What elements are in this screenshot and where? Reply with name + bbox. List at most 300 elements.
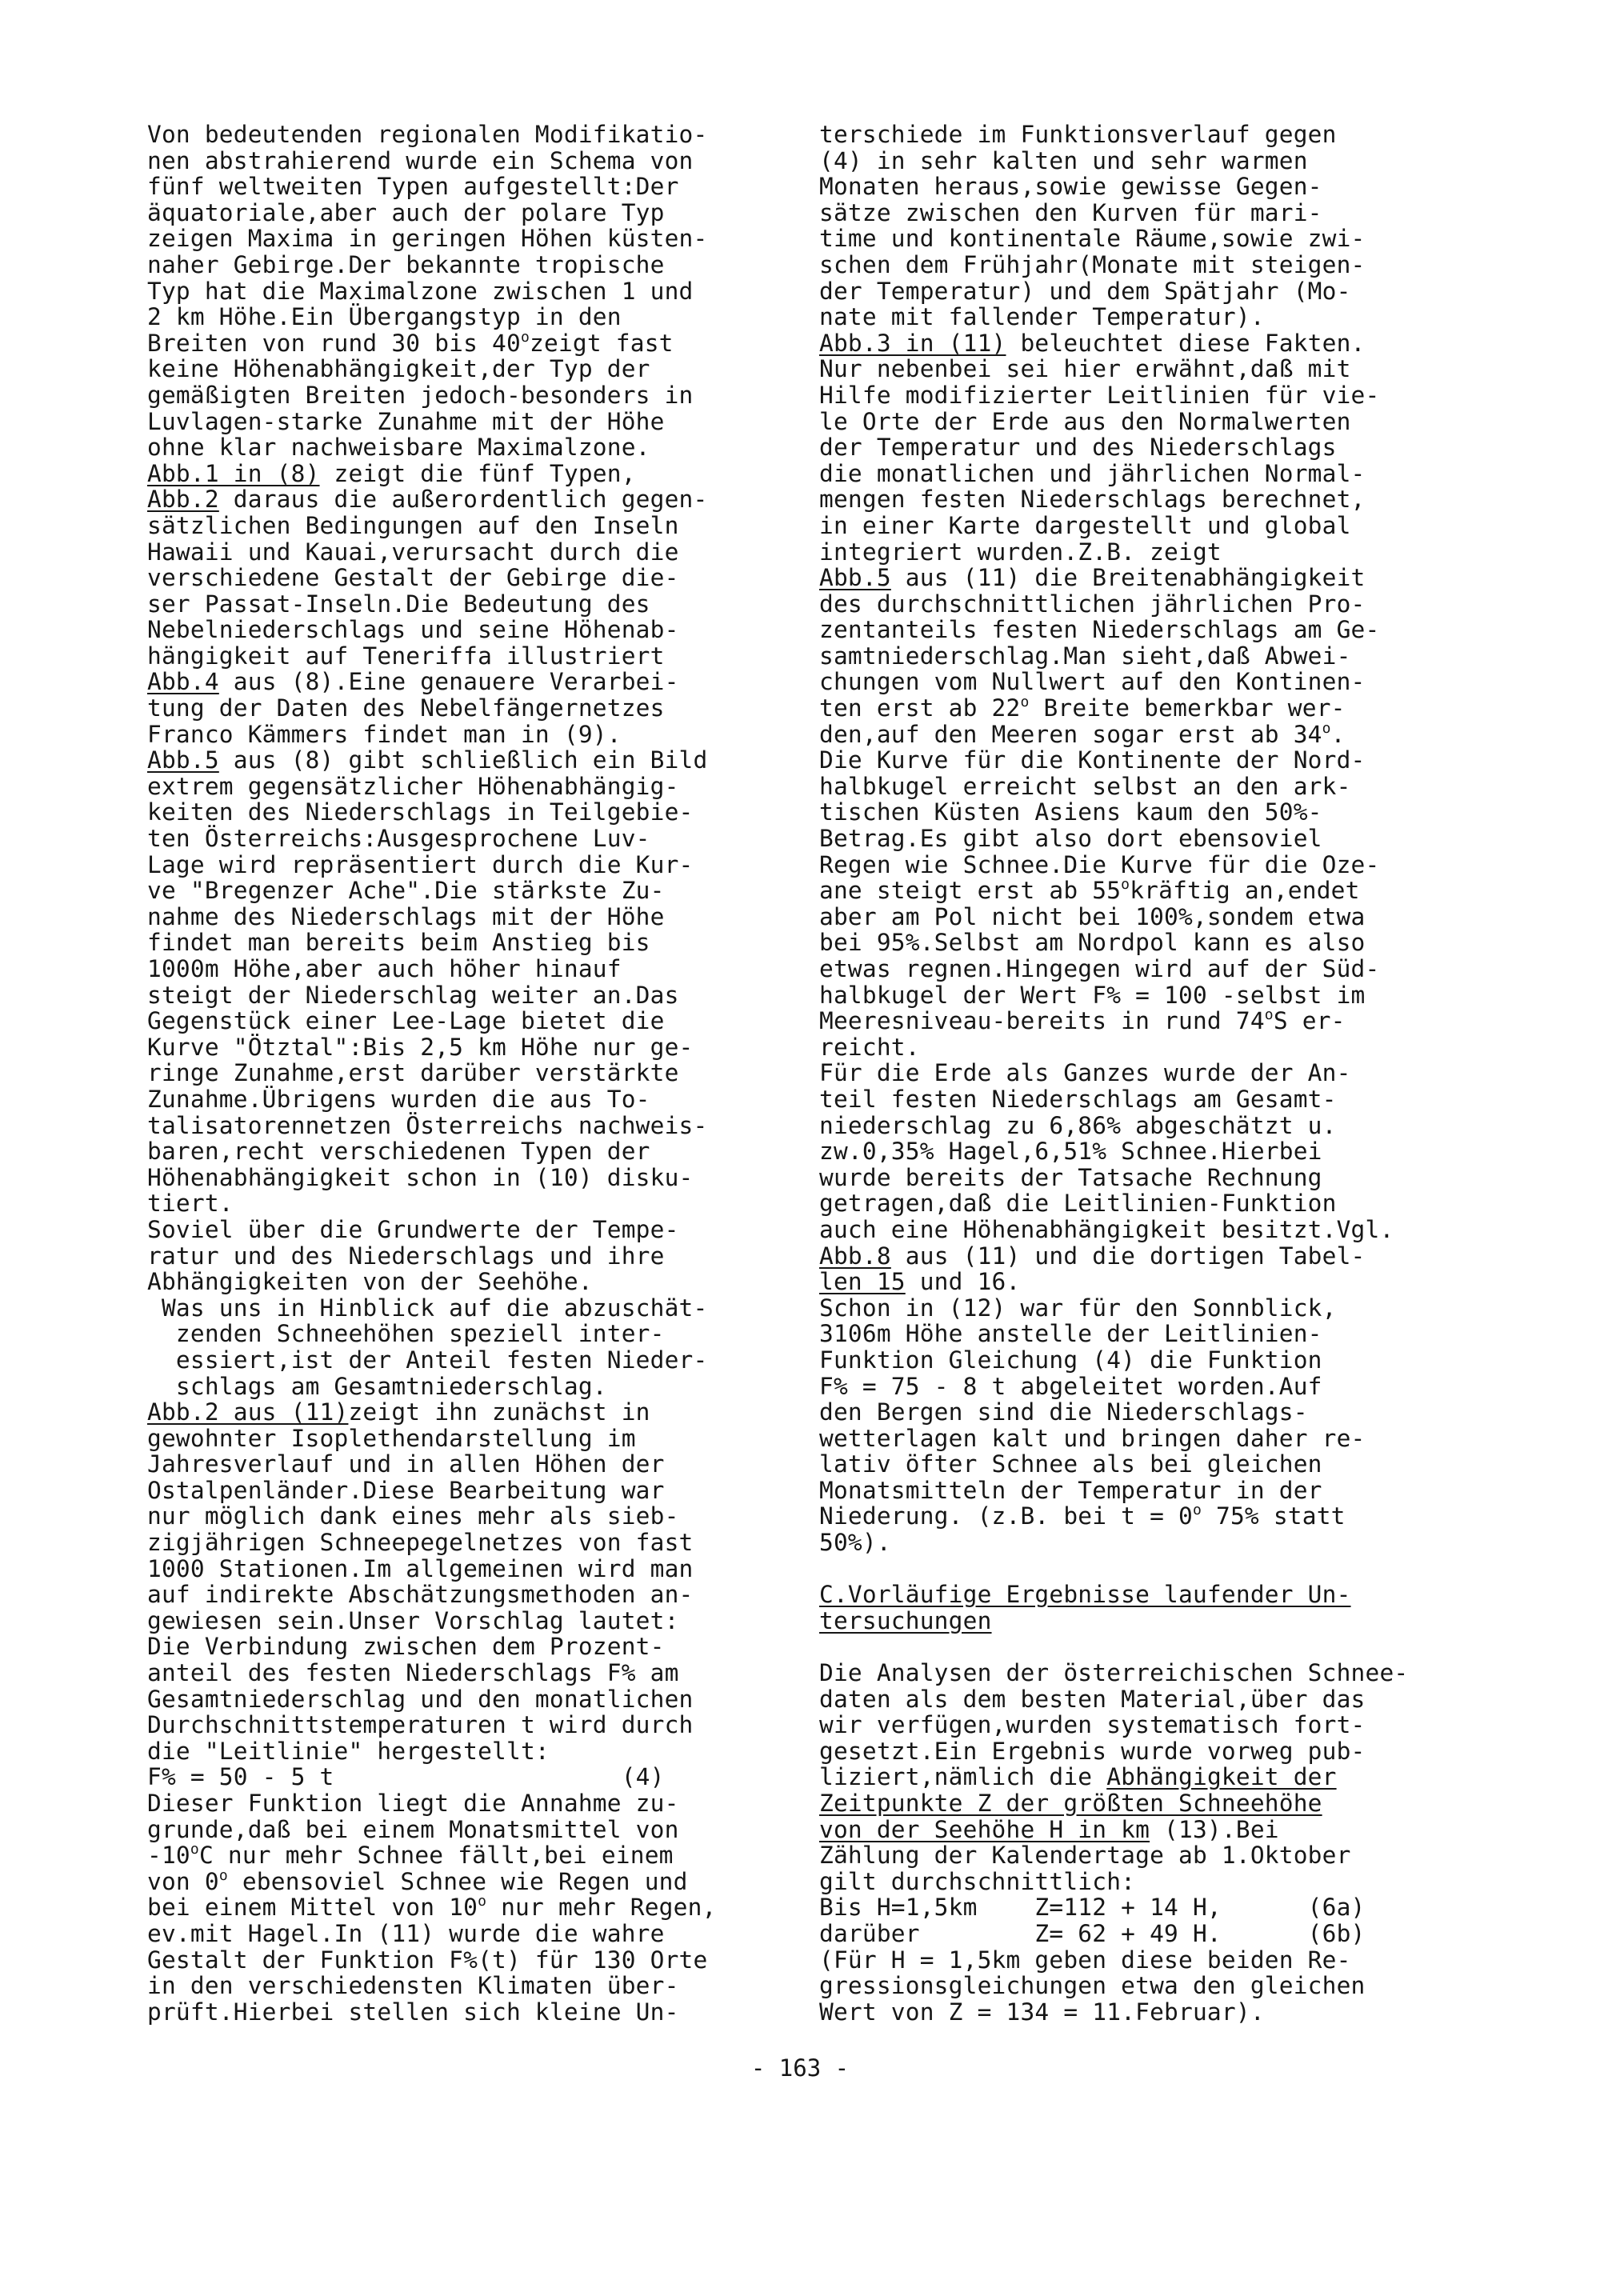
text-line xyxy=(147,617,803,643)
text-line xyxy=(819,799,1475,826)
text-line xyxy=(819,1190,1475,1217)
figure-reference: len 15 xyxy=(819,1268,906,1296)
text-line xyxy=(147,1712,803,1738)
text-line xyxy=(819,539,1475,566)
text-line xyxy=(819,434,1475,461)
text-segment: Lage wird repräsentiert durch die Kur- xyxy=(147,850,694,878)
text-line xyxy=(147,1086,803,1113)
degree-sign: o xyxy=(190,1841,199,1858)
text-line xyxy=(819,1138,1475,1165)
text-segment: zeigen Maxima in geringen Höhen küsten- xyxy=(147,225,708,253)
text-segment: reicht. xyxy=(819,1033,920,1061)
text-segment: beleuchtet diese Fakten. xyxy=(1006,329,1366,357)
text-line xyxy=(147,1947,803,1974)
text-line xyxy=(819,1060,1475,1086)
text-line xyxy=(147,565,803,591)
text-line xyxy=(819,1295,1475,1322)
text-segment: keiten des Niederschlags in Teilgebie- xyxy=(147,798,694,826)
text-segment: gewiesen sein.Unser Vorschlag lautet: xyxy=(147,1606,679,1634)
text-line xyxy=(147,1034,803,1061)
text-line xyxy=(819,695,1475,722)
text-segment: S er- xyxy=(1273,1007,1346,1035)
text-segment: ser Passat-Inseln.Die Bedeutung des xyxy=(147,590,650,618)
text-line xyxy=(147,1217,803,1243)
text-line xyxy=(147,1138,803,1165)
text-line xyxy=(819,1503,1475,1530)
text-segment: halbkugel erreicht selbst an den ark- xyxy=(819,772,1351,800)
text-segment: ve "Bregenzer Ache".Die stärkste Zu- xyxy=(147,877,665,905)
text-segment: die monatlichen und jährlichen Normal- xyxy=(819,459,1366,487)
text-line xyxy=(147,252,803,278)
text-line xyxy=(819,1973,1475,1999)
text-segment: Soviel über die Grundwerte der Tempe- xyxy=(147,1215,679,1243)
text-segment: Nebelniederschlags und seine Höhenab- xyxy=(147,616,679,644)
text-line xyxy=(147,1790,803,1817)
text-line xyxy=(147,1451,803,1478)
text-segment: tiert. xyxy=(147,1190,234,1218)
figure-reference: Abb.2 xyxy=(147,486,219,514)
text-segment: Typ hat die Maximalzone zwischen 1 und xyxy=(147,277,694,305)
text-segment: Dieser Funktion liegt die Annahme zu- xyxy=(147,1790,679,1817)
text-line xyxy=(819,1530,1475,1556)
text-segment: zw.0,35% Hagel,6,51% Schnee.Hierbei xyxy=(819,1138,1322,1166)
text-line xyxy=(147,930,803,956)
text-line xyxy=(147,1321,803,1347)
text-line xyxy=(147,1973,803,1999)
text-segment: ten erst ab 22 xyxy=(819,694,1021,722)
text-line xyxy=(819,1165,1475,1191)
text-line xyxy=(147,539,803,566)
text-segment: auch eine Höhenabhängigkeit besitzt.Vgl. xyxy=(819,1215,1394,1243)
text-segment: . xyxy=(1330,720,1346,748)
text-line xyxy=(147,1866,803,1895)
text-line xyxy=(147,1060,803,1086)
text-segment: -10 xyxy=(147,1842,190,1870)
text-segment: daraus die außerordentlich gegen- xyxy=(218,486,708,514)
text-line xyxy=(819,617,1475,643)
text-line xyxy=(819,513,1475,539)
text-segment: der Temperatur) und dem Spätjahr (Mo- xyxy=(819,277,1351,305)
text-line xyxy=(147,1894,803,1921)
text-segment: zenden Schneehöhen speziell inter- xyxy=(147,1320,665,1348)
text-segment: der Temperatur und des Niederschlags xyxy=(819,434,1337,462)
text-line xyxy=(147,1608,803,1634)
text-segment: C nur mehr Schnee fällt,bei einem xyxy=(198,1842,674,1870)
text-segment: Meeresniveau-bereits in rund 74 xyxy=(819,1007,1265,1035)
text-line xyxy=(819,1869,1475,1895)
text-segment: Kurve "Ötztal":Bis 2,5 km Höhe nur ge- xyxy=(147,1033,694,1061)
text-segment: integriert wurden.Z.B. zeigt xyxy=(819,538,1222,566)
text-line xyxy=(147,591,803,618)
text-segment: naher Gebirge.Der bekannte tropische xyxy=(147,250,665,278)
text-line xyxy=(147,122,803,148)
text-line xyxy=(147,1426,803,1452)
text-line xyxy=(819,774,1475,800)
text-segment: zentanteils festen Niederschlags am Ge- xyxy=(819,616,1380,644)
text-segment: Franco Kämmers findet man in (9). xyxy=(147,720,622,748)
text-line xyxy=(147,1660,803,1686)
text-segment: daten als dem besten Material,über das xyxy=(819,1685,1366,1713)
text-segment: teil festen Niederschlags am Gesamt- xyxy=(819,1085,1337,1113)
text-segment: grunde,daß bei einem Monatsmittel von xyxy=(147,1815,679,1843)
text-segment: gemäßigten Breiten jedoch-besonders in xyxy=(147,381,694,409)
text-line xyxy=(819,982,1475,1009)
text-line xyxy=(819,304,1475,330)
text-line xyxy=(819,1217,1475,1243)
text-line xyxy=(819,1321,1475,1347)
text-line xyxy=(819,1347,1475,1374)
text-segment: Monaten heraus,sowie gewisse Gegen- xyxy=(819,173,1322,201)
text-segment: findet man bereits beim Anstieg bis xyxy=(147,929,650,957)
text-segment: aber am Pol nicht bei 100%,sondem etwa xyxy=(819,902,1366,930)
text-line xyxy=(147,148,803,174)
text-line xyxy=(819,486,1475,513)
text-line xyxy=(819,1999,1475,2026)
text-segment: aus (11) die Breitenabhängigkeit xyxy=(890,564,1366,592)
text-line xyxy=(147,1295,803,1322)
text-line xyxy=(819,1243,1475,1270)
text-segment: aus (8).Eine genauere Verarbei- xyxy=(218,668,679,696)
text-segment: Bis H=1,5km Z=112 + 14 H, (6a) xyxy=(819,1894,1366,1922)
text-segment: getragen,daß die Leitlinien-Funktion xyxy=(819,1190,1337,1218)
text-segment: aus (8) gibt schließlich ein Bild xyxy=(218,746,708,774)
text-segment: anteil des festen Niederschlags F% am xyxy=(147,1659,679,1687)
figure-reference: Abb.4 xyxy=(147,668,219,696)
text-line xyxy=(147,461,803,487)
text-segment: die "Leitlinie" hergestellt: xyxy=(147,1737,550,1765)
text-segment: Von bedeutenden regionalen Modifikatio- xyxy=(147,121,708,148)
text-segment: Durchschnittstemperaturen t wird durch xyxy=(147,1711,694,1739)
text-line xyxy=(147,1399,803,1426)
figure-reference: von der Seehöhe H in km xyxy=(819,1815,1150,1843)
text-segment: Monatsmitteln der Temperatur in der xyxy=(819,1476,1322,1504)
text-line xyxy=(819,1842,1475,1869)
figure-reference: Abb.5 xyxy=(147,746,219,774)
text-segment: Gegenstück einer Lee-Lage bietet die xyxy=(147,1007,665,1035)
text-segment: ev.mit Hagel.In (11) wurde die wahre xyxy=(147,1919,665,1947)
text-line xyxy=(147,1582,803,1608)
text-segment: schlags am Gesamtniederschlag. xyxy=(147,1372,607,1400)
degree-sign: o xyxy=(1322,719,1331,737)
text-segment: mengen festen Niederschlags berechnet, xyxy=(819,486,1366,514)
text-line xyxy=(147,982,803,1009)
text-segment: etwas regnen.Hingegen wird auf der Süd- xyxy=(819,955,1380,982)
figure-reference: Abb.8 xyxy=(819,1242,891,1270)
text-line xyxy=(819,461,1475,487)
text-segment: zeigt fast xyxy=(530,329,674,357)
text-segment: Die Kurve für die Kontinente der Nord- xyxy=(819,746,1366,774)
text-segment: 50%). xyxy=(819,1529,891,1557)
text-segment: (13).Bei xyxy=(1150,1815,1279,1843)
text-segment: nahme des Niederschlags mit der Höhe xyxy=(147,902,665,930)
text-line xyxy=(819,1556,1475,1582)
text-segment: ratur und des Niederschlags und ihre xyxy=(147,1242,665,1270)
text-line xyxy=(147,330,803,357)
text-segment: hängigkeit auf Teneriffa illustriert xyxy=(147,642,665,670)
text-segment: tischen Küsten Asiens kaum den 50%- xyxy=(819,798,1322,826)
text-segment: (Für H = 1,5km geben diese beiden Re- xyxy=(819,1946,1351,1974)
text-line xyxy=(147,434,803,461)
text-line xyxy=(147,826,803,852)
text-segment: Nur nebenbei sei hier erwähnt,daß mit xyxy=(819,355,1351,383)
text-segment: 1000 Stationen.Im allgemeinen wird man xyxy=(147,1554,694,1582)
text-line xyxy=(819,1921,1475,1947)
figure-reference: Abb.3 in (11) xyxy=(819,329,1006,357)
text-line xyxy=(147,1113,803,1139)
text-line xyxy=(819,747,1475,774)
text-segment: Jahresverlauf und in allen Höhen der xyxy=(147,1450,665,1478)
text-line xyxy=(147,1634,803,1660)
text-line xyxy=(819,409,1475,435)
text-segment: den,auf den Meeren sogar erst ab 34 xyxy=(819,720,1322,748)
text-segment: Hawaii und Kauai,verursacht durch die xyxy=(147,538,679,566)
text-segment: ringe Zunahme,erst darüber verstärkte xyxy=(147,1059,679,1087)
text-line xyxy=(147,799,803,826)
text-line xyxy=(819,719,1475,748)
figure-reference: Zeitpunkte Z der größten Schneehöhe xyxy=(819,1790,1322,1817)
text-line xyxy=(819,1582,1475,1608)
text-line xyxy=(147,669,803,695)
text-line xyxy=(819,200,1475,226)
text-segment: Betrag.Es gibt also dort ebensoviel xyxy=(819,825,1322,853)
text-segment: chungen vom Nullwert auf den Kontinen- xyxy=(819,668,1366,696)
text-line xyxy=(147,695,803,722)
figure-reference: Abhängigkeit der xyxy=(1106,1763,1337,1791)
text-line xyxy=(819,1451,1475,1478)
left-text-column xyxy=(147,122,803,2025)
text-segment: nur möglich dank eines mehr als sieb- xyxy=(147,1502,679,1530)
text-line xyxy=(819,1399,1475,1426)
text-line xyxy=(147,1686,803,1713)
text-segment: 3106m Höhe anstelle der Leitlinien- xyxy=(819,1320,1322,1348)
text-segment: in den verschiedensten Klimaten über- xyxy=(147,1972,679,2000)
text-segment: auf indirekte Abschätzungsmethoden an- xyxy=(147,1581,694,1609)
text-segment: talisatorennetzen Österreichs nachweis- xyxy=(147,1111,708,1139)
text-line xyxy=(147,956,803,982)
text-segment: Luvlagen-starke Zunahme mit der Höhe xyxy=(147,407,665,435)
text-segment: Gestalt der Funktion F%(t) für 130 Orte xyxy=(147,1946,708,1974)
text-line xyxy=(147,1374,803,1400)
text-line xyxy=(819,330,1475,357)
text-line xyxy=(147,1999,803,2026)
text-segment: kräftig an,endet xyxy=(1130,877,1360,905)
text-line xyxy=(147,304,803,330)
text-line xyxy=(819,591,1475,618)
text-segment: liziert,nämlich die xyxy=(819,1763,1107,1791)
text-segment: Die Analysen der österreichischen Schnee- xyxy=(819,1659,1409,1687)
figure-reference: tersuchungen xyxy=(819,1606,992,1634)
text-segment: ebensoviel Schnee wie Regen und xyxy=(227,1867,688,1895)
text-segment: gesetzt.Ein Ergebnis wurde vorweg pub- xyxy=(819,1737,1366,1765)
text-line xyxy=(147,1008,803,1034)
text-segment: aus (11) und die dortigen Tabel- xyxy=(890,1242,1366,1270)
text-line xyxy=(819,174,1475,200)
text-line xyxy=(819,1269,1475,1295)
text-segment: zeigt die fünf Typen, xyxy=(319,459,636,487)
text-segment: sätzlichen Bedingungen auf den Inseln xyxy=(147,511,679,539)
text-segment: gressionsgleichungen etwa den gleichen xyxy=(819,1972,1366,2000)
text-line xyxy=(819,956,1475,982)
text-line xyxy=(819,826,1475,852)
text-line xyxy=(147,852,803,878)
text-line xyxy=(147,1347,803,1374)
text-line xyxy=(819,930,1475,956)
text-segment: Gesamtniederschlag und den monatlichen xyxy=(147,1685,694,1713)
text-segment: in einer Karte dargestellt und global xyxy=(819,511,1351,539)
text-segment: Niederung. (z.B. bei t = 0 xyxy=(819,1502,1193,1530)
text-line xyxy=(819,1086,1475,1113)
text-line xyxy=(147,643,803,670)
figure-reference: Abb.2 aus (11) xyxy=(147,1398,349,1426)
text-segment: 2 km Höhe.Ein Übergangstyp in den xyxy=(147,303,622,331)
text-line xyxy=(819,1712,1475,1738)
text-segment: ten Österreichs:Ausgesprochene Luv- xyxy=(147,825,650,853)
text-line xyxy=(147,1478,803,1504)
text-line xyxy=(147,1243,803,1270)
text-line xyxy=(819,1660,1475,1686)
text-segment: essiert,ist der Anteil festen Nieder- xyxy=(147,1346,708,1374)
text-segment: wurde bereits der Tatsache Rechnung xyxy=(819,1163,1322,1191)
text-line xyxy=(819,1426,1475,1452)
text-line xyxy=(819,1608,1475,1634)
text-segment: lativ öfter Schnee als bei gleichen xyxy=(819,1450,1322,1478)
text-segment: extrem gegensätzlicher Höhenabhängig- xyxy=(147,772,679,800)
text-line xyxy=(147,200,803,226)
text-line xyxy=(147,1764,803,1790)
text-line xyxy=(819,356,1475,382)
text-segment: Hilfe modifizierter Leitlinien für vie- xyxy=(819,381,1380,409)
text-line xyxy=(147,774,803,800)
text-segment: wetterlagen kalt und bringen daher re- xyxy=(819,1424,1366,1452)
text-segment: Schon in (12) war für den Sonnblick, xyxy=(819,1294,1337,1322)
text-segment: (4) in sehr kalten und sehr warmen xyxy=(819,146,1308,174)
text-line xyxy=(819,1113,1475,1139)
text-segment: sätze zwischen den Kurven für mari- xyxy=(819,198,1322,226)
text-line xyxy=(147,1165,803,1191)
text-segment: Die Verbindung zwischen dem Prozent- xyxy=(147,1633,665,1661)
degree-sign: o xyxy=(1121,876,1130,894)
text-line xyxy=(819,878,1475,904)
text-line xyxy=(819,278,1475,305)
degree-sign: o xyxy=(478,1893,487,1910)
degree-sign: o xyxy=(1264,1006,1274,1024)
text-line xyxy=(819,1738,1475,1765)
text-segment: Was uns in Hinblick auf die abzuschät- xyxy=(147,1294,708,1322)
text-segment: Zunahme.Übrigens wurden die aus To- xyxy=(147,1085,650,1113)
text-line xyxy=(147,1269,803,1295)
text-line xyxy=(819,1817,1475,1843)
text-line xyxy=(819,1034,1475,1061)
text-segment: fünf weltweiten Typen aufgestellt:Der xyxy=(147,173,679,201)
text-line xyxy=(147,1817,803,1843)
text-segment: prüft.Hierbei stellen sich kleine Un- xyxy=(147,1998,679,2026)
text-segment: 75% statt xyxy=(1202,1502,1346,1530)
text-segment: Breiten von rund 30 bis 40 xyxy=(147,329,521,357)
text-line xyxy=(147,904,803,930)
text-segment: bei einem Mittel von 10 xyxy=(147,1894,478,1922)
text-line xyxy=(819,382,1475,409)
text-segment: ohne klar nachweisbare Maximalzone. xyxy=(147,434,650,462)
text-line xyxy=(147,278,803,305)
text-line xyxy=(819,1008,1475,1034)
text-line xyxy=(147,486,803,513)
text-segment: äquatoriale,aber auch der polare Typ xyxy=(147,198,665,226)
text-segment: verschiedene Gestalt der Gebirge die- xyxy=(147,564,679,592)
text-segment: nen abstrahierend wurde ein Schema von xyxy=(147,146,694,174)
text-line xyxy=(147,356,803,382)
figure-reference: Abb.1 in (8) xyxy=(147,459,320,487)
text-segment: halbkugel der Wert F% = 100 -selbst im xyxy=(819,981,1366,1009)
text-segment: bei 95%.Selbst am Nordpol kann es also xyxy=(819,929,1366,957)
text-line xyxy=(147,1842,803,1869)
text-segment: zigjährigen Schneepegelnetzes von fast xyxy=(147,1529,694,1557)
text-line xyxy=(147,409,803,435)
text-segment: time und kontinentale Räume,sowie zwi- xyxy=(819,225,1366,253)
text-line xyxy=(147,1556,803,1582)
text-segment: gilt durchschnittlich: xyxy=(819,1867,1136,1895)
text-line xyxy=(147,174,803,200)
text-segment: baren,recht verschiedenen Typen der xyxy=(147,1138,650,1166)
text-segment: le Orte der Erde aus den Normalwerten xyxy=(819,407,1351,435)
text-segment: Ostalpenländer.Diese Bearbeitung war xyxy=(147,1476,665,1504)
text-segment: Funktion Gleichung (4) die Funktion xyxy=(819,1346,1322,1374)
text-segment: nate mit fallender Temperatur). xyxy=(819,303,1265,331)
degree-sign: o xyxy=(218,1866,228,1884)
text-segment: und 16. xyxy=(905,1268,1021,1296)
text-segment: tung der Daten des Nebelfängernetzes xyxy=(147,694,665,722)
text-segment: ane steigt erst ab 55 xyxy=(819,877,1122,905)
text-line xyxy=(147,747,803,774)
page-number: - 163 - xyxy=(750,2054,850,2082)
text-line xyxy=(819,904,1475,930)
text-segment: steigt der Niederschlag weiter an.Das xyxy=(147,981,679,1009)
text-line xyxy=(819,1634,1475,1660)
text-line xyxy=(147,1530,803,1556)
text-segment: Breite bemerkbar wer- xyxy=(1029,694,1346,722)
text-line xyxy=(819,252,1475,278)
text-segment: F% = 50 - 5 t (4) xyxy=(147,1763,665,1791)
text-line xyxy=(819,1894,1475,1921)
text-line xyxy=(819,1764,1475,1790)
figure-reference: Abb.5 xyxy=(819,564,891,592)
degree-sign: o xyxy=(520,328,530,346)
text-line xyxy=(819,226,1475,252)
figure-reference: C.Vorläufige Ergebnisse laufender Un- xyxy=(819,1581,1351,1609)
text-segment: Regen wie Schnee.Die Kurve für die Oze- xyxy=(819,850,1380,878)
text-segment: 1000m Höhe,aber auch höher hinauf xyxy=(147,955,622,982)
text-line xyxy=(147,513,803,539)
text-segment: nur mehr Regen, xyxy=(486,1894,717,1922)
text-line xyxy=(819,122,1475,148)
text-segment: terschiede im Funktionsverlauf gegen xyxy=(819,121,1337,148)
text-line xyxy=(147,722,803,748)
text-segment: schen dem Frühjahr(Monate mit steigen- xyxy=(819,250,1366,278)
text-segment: darüber Z= 62 + 49 H. (6b) xyxy=(819,1919,1366,1947)
text-segment: Für die Erde als Ganzes wurde der An- xyxy=(819,1059,1351,1087)
text-line xyxy=(819,1790,1475,1817)
text-segment: des durchschnittlichen jährlichen Pro- xyxy=(819,590,1366,618)
text-line xyxy=(147,1921,803,1947)
degree-sign: o xyxy=(1192,1502,1202,1519)
text-line xyxy=(147,382,803,409)
text-segment: Wert von Z = 134 = 11.Februar). xyxy=(819,1998,1265,2026)
degree-sign: o xyxy=(1020,694,1030,711)
text-segment: keine Höhenabhängigkeit,der Typ der xyxy=(147,355,650,383)
text-line xyxy=(819,1478,1475,1504)
text-line xyxy=(819,669,1475,695)
text-segment: samtniederschlag.Man sieht,daß Abwei- xyxy=(819,642,1351,670)
text-line xyxy=(819,643,1475,670)
